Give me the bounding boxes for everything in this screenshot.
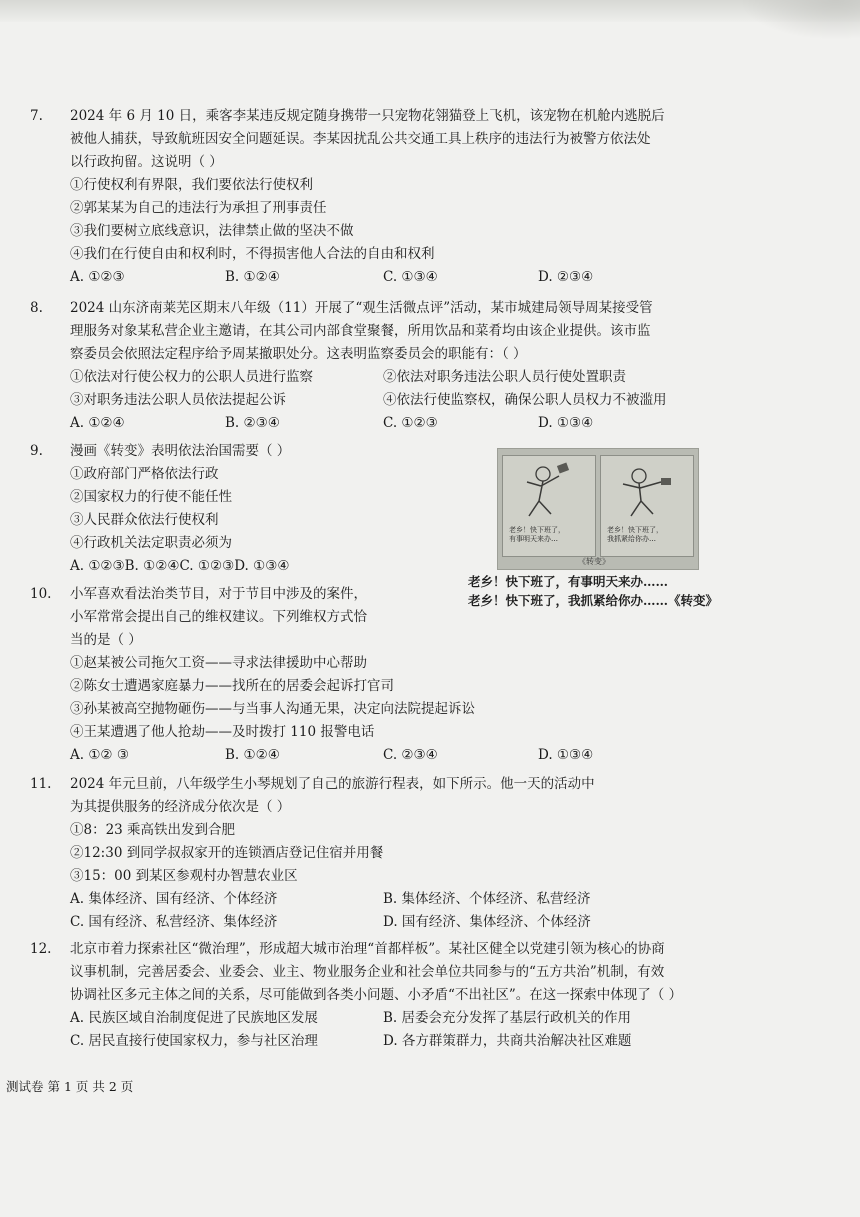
question-stem: 2024 年元旦前，八年级学生小琴规划了自己的旅游行程表，如下所示。他一天的活动中: [70, 776, 595, 792]
option-c: C. ②③④: [383, 747, 438, 763]
question-stem: 协调社区多元主体之间的关系，尽可能做到各类小问题、小矛盾“不出社区”。在这一探索中体现了（ ）: [70, 987, 683, 1003]
option-d: D. ①③④: [538, 747, 594, 763]
statement: ①行使权利有界限，我们要依法行使权利: [70, 177, 313, 193]
statement: ②依法对职务违法公职人员行使处置职责: [383, 369, 626, 385]
figure-caption-text: 老乡！快下班了，有事明天来办……: [468, 574, 669, 589]
option-a: A. 集体经济、国有经济、个体经济: [70, 891, 278, 907]
option-d: D. 国有经济、集体经济、个体经济: [383, 914, 591, 930]
question-stem: 为其提供服务的经济成分依次是（ ）: [70, 799, 291, 815]
question-stem: 小军常常会提出自己的维权建议。下列维权方式恰: [70, 609, 367, 625]
question-stem: 2024 年 6 月 10 日，乘客李某违反规定随身携带一只宠物花翎猫登上飞机，该宠物在机舱内逃脱后: [70, 108, 665, 124]
cartoon-panel-right: [600, 455, 694, 557]
speech-bubble-right: 老乡！快下班了， 我抓紧给你办…: [607, 526, 663, 543]
statement: ①政府部门严格依法行政: [70, 466, 219, 482]
option-a: A. ①②③: [70, 269, 125, 285]
option-a: A. ①②④: [70, 415, 125, 431]
question-stem: 理服务对象某私营企业主邀请，在其公司内部食堂聚餐，所用饮品和菜肴均由该企业提供。该市监: [70, 323, 651, 339]
option-d: D. ①③④: [538, 415, 594, 431]
question-number: 9.: [30, 443, 43, 459]
question-stem: 以行政拘留。这说明（ ）: [70, 154, 223, 170]
statement: ①赵某被公司拖欠工资——寻求法律援助中心帮助: [70, 655, 367, 671]
statement: ③人民群众依法行使权利: [70, 512, 219, 528]
option-a: A. 民族区域自治制度促进了民族地区发展: [70, 1010, 318, 1026]
statement: ③孙某被高空抛物砸伤——与当事人沟通无果，决定向法院提起诉讼: [70, 701, 475, 717]
question-stem: 被他人捕获，导致航班因安全问题延误。李某因扰乱公共交通工具上秩序的违法行为被警方依法处: [70, 131, 651, 147]
option-c: C. 居民直接行使国家权力，参与社区治理: [70, 1033, 318, 1049]
option-b: B. 居委会充分发挥了基层行政机关的作用: [383, 1010, 632, 1026]
question-stem: 察委员会依照法定程序给予周某撤职处分。这表明监察委员会的职能有：（ ）: [70, 346, 527, 362]
statement: ③我们要树立底线意识，法律禁止做的坚决不做: [70, 223, 354, 239]
statement: ④依法行使监察权，确保公职人员权力不被滥用: [383, 392, 667, 408]
question-stem: 当的是（ ）: [70, 632, 142, 648]
option-b: B. 集体经济、个体经济、私营经济: [383, 891, 591, 907]
scan-shadow: [740, 0, 860, 40]
itinerary-item: ③15：00 到某区参观村办智慧农业区: [70, 868, 298, 884]
page-footer: 测试卷 第 1 页 共 2 页: [6, 1079, 134, 1094]
option-c: C. 国有经济、私营经济、集体经济: [70, 914, 278, 930]
cartoon-image: [497, 448, 699, 570]
option-c: C. ①②③: [383, 415, 438, 431]
option-a: A. ①② ③: [70, 747, 129, 763]
statement: ④行政机关法定职责必须为: [70, 535, 232, 551]
cartoon-panel-left: [502, 455, 596, 557]
question-number: 10.: [30, 586, 52, 602]
statement: ③对职务违法公职人员依法提起公诉: [70, 392, 286, 408]
question-stem: 2024 山东济南莱芜区期末八年级（11）开展了“观生活微点评”活动，某市城建局领导周某接受管: [70, 300, 653, 316]
option-b: B. ①②④: [225, 747, 280, 763]
option-d: D. 各方群策群力，共商共治解决社区难题: [383, 1033, 632, 1049]
statement: ①依法对行使公权力的公职人员进行监察: [70, 369, 313, 385]
helping-official-icon: [601, 456, 693, 526]
statement: ④我们在行使自由和权利时，不得损害他人合法的自由和权利: [70, 246, 435, 262]
scan-edge-top: [0, 0, 860, 22]
option-b: B. ①②④: [225, 269, 280, 285]
question-stem: 北京市着力探索社区“微治理”，形成超大城市治理“首都样板”。某社区健全以党建引领为核心的协商: [70, 941, 665, 957]
statement: ②郭某某为自己的违法行为承担了刑事责任: [70, 200, 327, 216]
statement: ②国家权力的行使不能任性: [70, 489, 232, 505]
options-line: A. ①②③B. ①②④C. ①②③D. ①③④: [70, 558, 290, 574]
statement: ②陈女士遭遇家庭暴力——找所在的居委会起诉打官司: [70, 678, 394, 694]
itinerary-item: ②12:30 到同学叔叔家开的连锁酒店登记住宿并用餐: [70, 845, 384, 861]
question-number: 8.: [30, 300, 43, 316]
question-stem: 议事机制，完善居委会、业委会、业主、物业服务企业和社会单位共同参与的“五方共治”机制，有效: [70, 964, 665, 980]
figure-caption-text: 老乡！快下班了，我抓紧给你办……《转变》: [468, 593, 719, 608]
running-official-icon: [503, 456, 595, 526]
question-stem: 小军喜欢看法治类节目，对于节目中涉及的案件，: [70, 586, 367, 602]
question-stem: 漫画《转变》表明依法治国需要（ ）: [70, 443, 291, 459]
option-b: B. ②③④: [225, 415, 280, 431]
question-number: 7.: [30, 108, 43, 124]
question-number: 11.: [30, 776, 52, 792]
question-number: 12.: [30, 941, 52, 957]
option-d: D. ②③④: [538, 269, 594, 285]
speech-bubble-left: 老乡！快下班了， 有事明天来办…: [509, 526, 565, 543]
itinerary-item: ①8：23 乘高铁出发到合肥: [70, 822, 236, 838]
option-c: C. ①③④: [383, 269, 438, 285]
statement: ④王某遭遇了他人抢劫——及时拨打 110 报警电话: [70, 724, 375, 740]
figure-caption: 《转变》: [578, 557, 610, 566]
